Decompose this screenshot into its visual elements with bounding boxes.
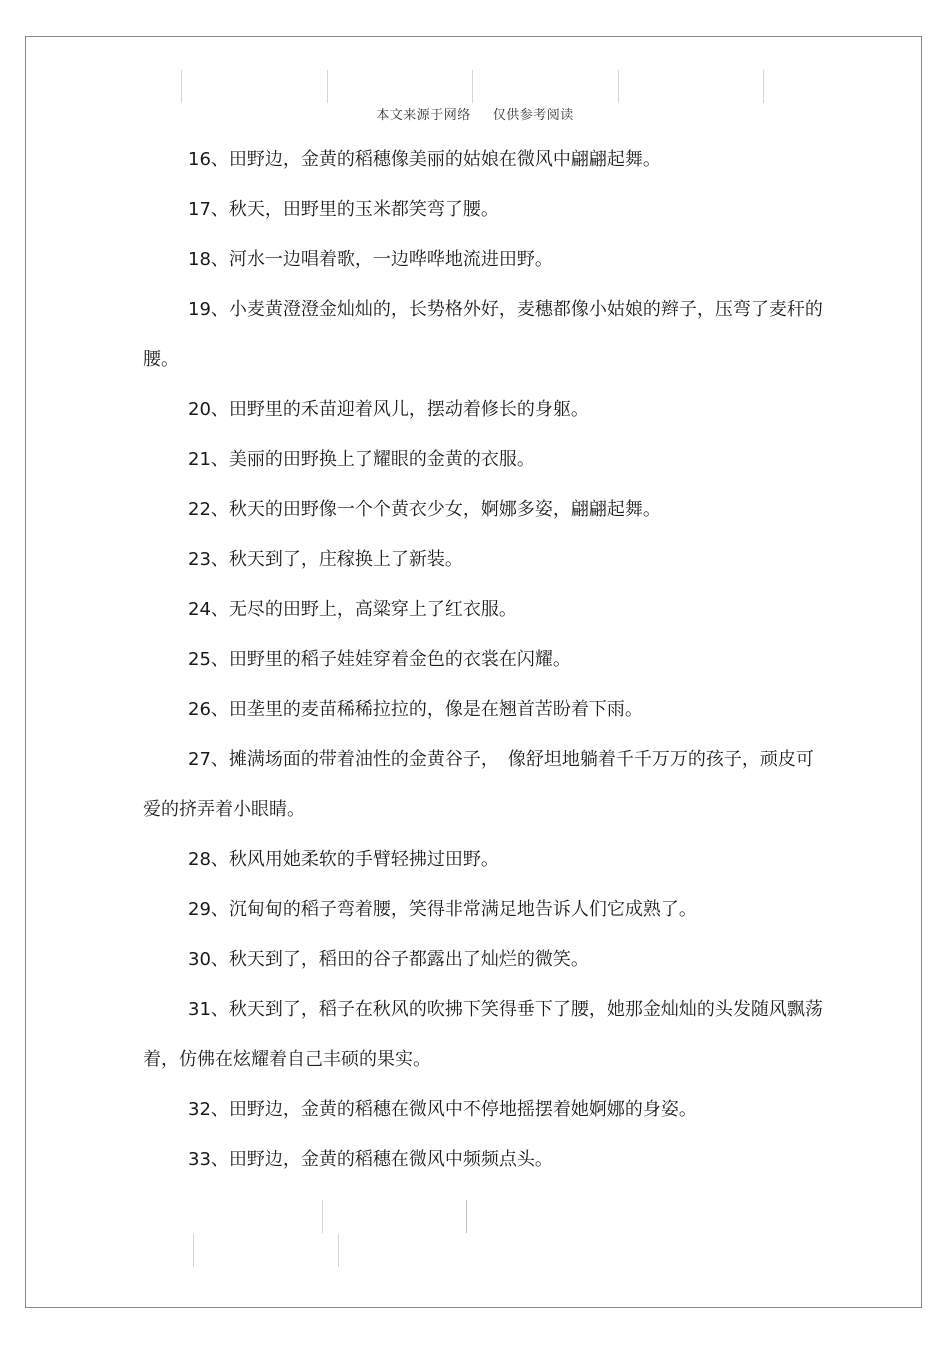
list-item: 18、河水一边唱着歌，一边哗哗地流进田野。 xyxy=(188,249,553,270)
list-item: 33、田野边，金黄的稻穗在微风中频频点头。 xyxy=(188,1149,553,1170)
list-item: 31、秋天到了，稻子在秋风的吹拂下笑得垂下了腰，她那金灿灿的头发随风飘荡着，仿佛在炫耀着自己丰硕的果实。 xyxy=(143,999,823,1070)
list-item: 28、秋风用她柔软的手臂轻拂过田野。 xyxy=(188,849,499,870)
decorative-line xyxy=(181,70,182,103)
header-reference-text: 仅供参考阅读 xyxy=(492,108,574,123)
decorative-line xyxy=(466,1200,467,1233)
list-item: 19、小麦黄澄澄金灿灿的，长势格外好，麦穗都像小姑娘的辫子，压弯了麦秆的腰。 xyxy=(143,299,823,370)
decorative-line xyxy=(472,70,473,103)
list-item: 26、田垄里的麦苗稀稀拉拉的，像是在翘首苦盼着下雨。 xyxy=(188,699,643,720)
header-note xyxy=(0,104,950,123)
decorative-line xyxy=(322,1200,323,1233)
list-item: 17、秋天，田野里的玉米都笑弯了腰。 xyxy=(188,199,499,220)
list-item: 24、无尽的田野上，高粱穿上了红衣服。 xyxy=(188,599,517,620)
list-item: 29、沉甸甸的稻子弯着腰，笑得非常满足地告诉人们它成熟了。 xyxy=(188,899,697,920)
decorative-line xyxy=(327,70,328,103)
decorative-line xyxy=(618,70,619,103)
list-item: 32、田野边，金黄的稻穗在微风中不停地摇摆着她婀娜的身姿。 xyxy=(188,1099,697,1120)
decorative-line xyxy=(763,70,764,103)
list-item: 22、秋天的田野像一个个黄衣少女，婀娜多姿，翩翩起舞。 xyxy=(188,499,661,520)
list-item: 25、田野里的稻子娃娃穿着金色的衣裳在闪耀。 xyxy=(188,649,571,670)
header-source-text: 本文来源于网络 xyxy=(376,108,471,123)
list-item: 30、秋天到了，稻田的谷子都露出了灿烂的微笑。 xyxy=(188,949,589,970)
decorative-line xyxy=(338,1234,339,1267)
sentence-list xyxy=(143,135,823,1185)
list-item: 23、秋天到了，庄稼换上了新装。 xyxy=(188,549,463,570)
list-item: 16、田野边，金黄的稻穗像美丽的姑娘在微风中翩翩起舞。 xyxy=(188,149,661,170)
list-item: 21、美丽的田野换上了耀眼的金黄的衣服。 xyxy=(188,449,535,470)
list-item: 20、田野里的禾苗迎着风儿，摆动着修长的身躯。 xyxy=(188,399,589,420)
list-item: 27、摊满场面的带着油性的金黄谷子， 像舒坦地躺着千千万万的孩子，顽皮可爱的挤弄着小眼睛。 xyxy=(143,749,814,820)
decorative-line xyxy=(193,1234,194,1267)
